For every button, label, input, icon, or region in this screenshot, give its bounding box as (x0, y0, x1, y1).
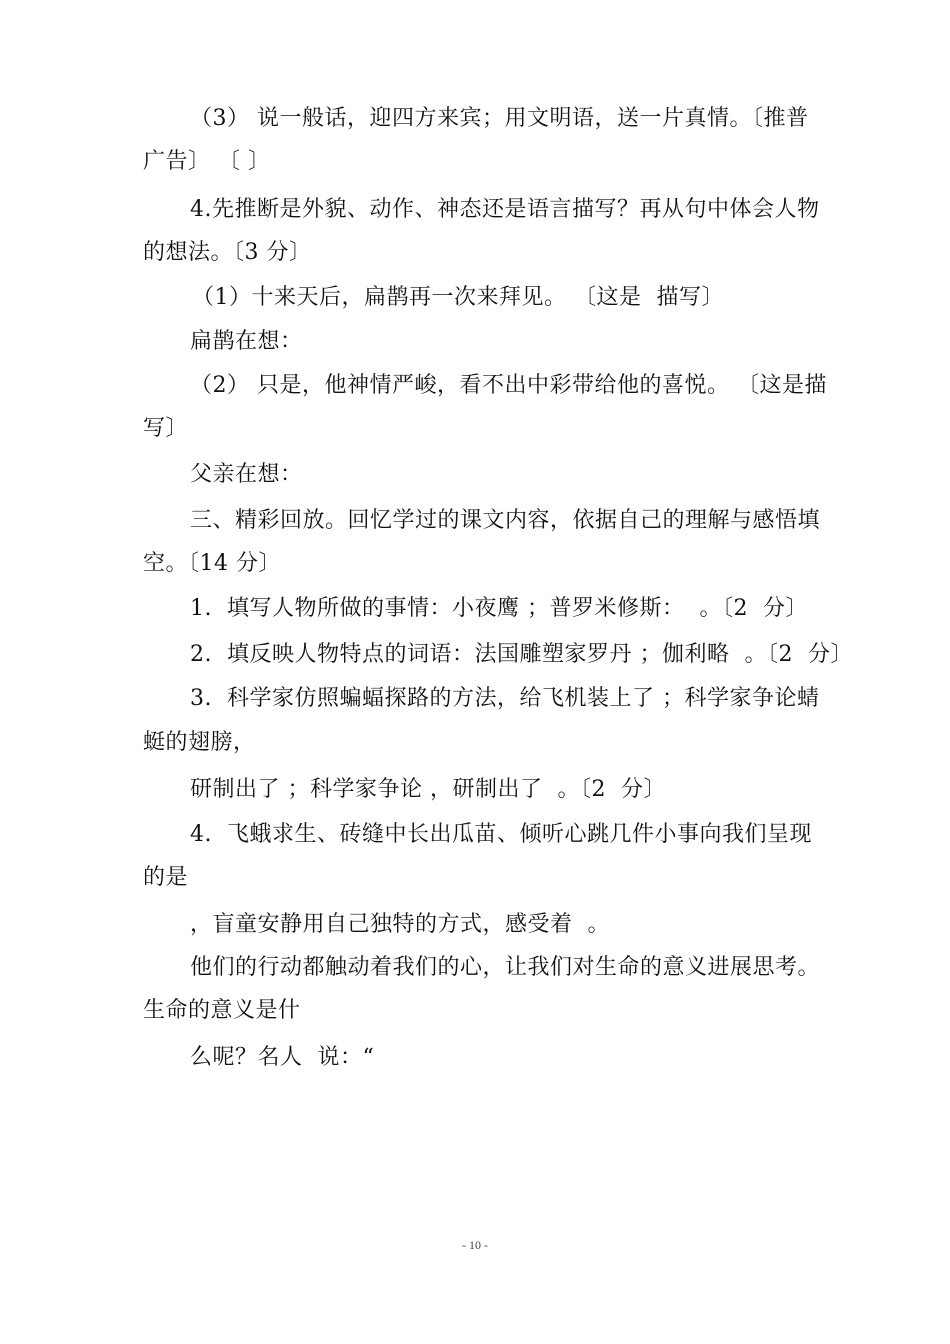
text-line: 三、精彩回放。回忆学过的课文内容，依据自己的理解与感悟填 (190, 508, 821, 533)
text-line: 4. 飞蛾求生、砖缝中长出瓜苗、倾听心跳几件小事向我们呈现 (190, 822, 812, 847)
text-line: 4.先推断是外貌、动作、神态还是语言描写？再从句中体会人物 (190, 197, 820, 222)
text-line: ，盲童安静用自己独特的方式，感受着 。 (190, 912, 610, 937)
text-line: 么呢？名人 说：“ (190, 1045, 375, 1070)
text-line: 蜓的翅膀， (143, 730, 256, 755)
text-line: 的想法。〔3 分〕 (143, 240, 312, 265)
text-line: 他们的行动都触动着我们的心，让我们对生命的意义进展思考。 (190, 955, 821, 980)
text-line: （1）十来天后，扁鹊再一次来拜见。 〔这是 描写〕 (192, 285, 724, 310)
page-number: - 10 - (462, 1238, 488, 1252)
text-line: 广告〕 〔 〕 (143, 149, 271, 174)
text-line: 扁鹊在想： (190, 329, 303, 354)
text-line: 3. 科学家仿照蝙蝠探路的方法，给飞机装上了 ；科学家争论蜻 (190, 686, 820, 711)
text-line: 研制出了 ；科学家争论 ，研制出了 。〔2 分〕 (190, 777, 666, 802)
text-line: 1. 填写人物所做的事情：小夜鹰 ；普罗米修斯： 。〔2 分〕 (190, 596, 808, 621)
text-line: 父亲在想： (190, 462, 303, 487)
text-line: 的是 (143, 865, 189, 890)
text-line: 空。〔14 分〕 (143, 551, 281, 576)
text-line: 写〕 (143, 416, 189, 441)
text-line: （2） 只是，他神情严峻，看不出中彩带给他的喜悦。 〔这是描 (190, 373, 827, 398)
text-line: 生命的意义是什 (143, 998, 301, 1023)
text-line: （3） 说一般话，迎四方来宾；用文明语，送一片真情。〔推普 (190, 106, 809, 131)
text-line: 2. 填反映人物特点的词语：法国雕塑家罗丹 ；伽利略 。〔2 分〕 (190, 642, 853, 667)
